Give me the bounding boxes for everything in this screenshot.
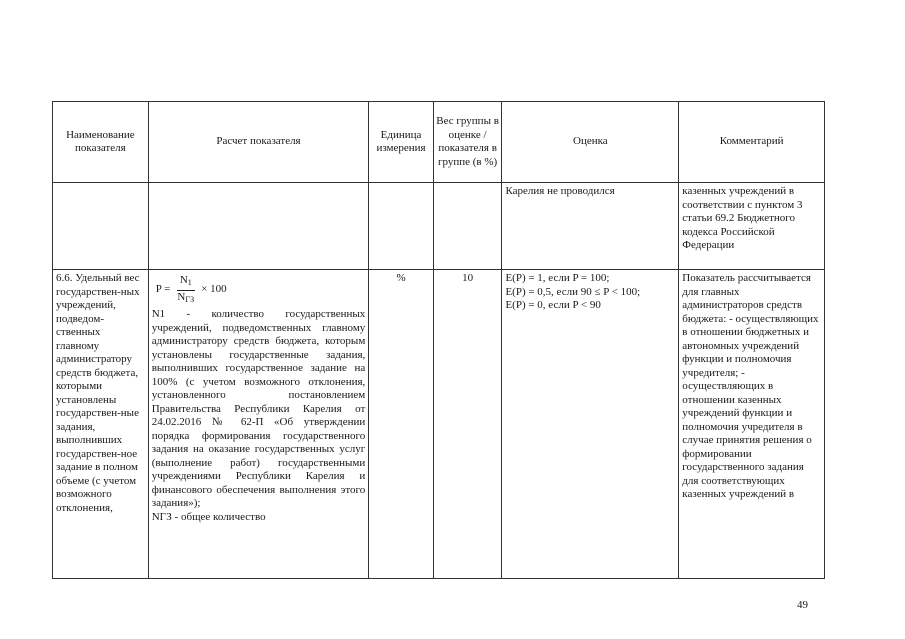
indicator-name-cell xyxy=(53,270,149,579)
calculation-cell xyxy=(148,270,369,579)
unit-cell: % xyxy=(369,270,434,579)
table-row xyxy=(53,183,825,270)
indicator-table xyxy=(52,101,825,579)
score-line-3: E(P) = 0, если P < 90 xyxy=(505,299,601,311)
comment-cell: казенных учреждений в соответствии с пунктом 3 статьи 69.2 Бюджетного кодекса Российской Федерации xyxy=(679,183,825,270)
table-row xyxy=(53,270,825,579)
weight-cell: 10 xyxy=(433,270,502,579)
header-comment: Комментарий xyxy=(679,102,825,183)
empty-cell xyxy=(369,183,434,270)
calculation-tail: NГЗ - общее количество xyxy=(151,510,266,523)
formula-rhs: × 100 xyxy=(201,283,227,296)
table-header-row xyxy=(53,102,825,183)
score-line-1: E(P) = 1, если P = 100; xyxy=(505,272,610,284)
formula-numerator: $N_1$ xyxy=(177,274,195,291)
indicator-name: 6.6. Удельный вес государствен-ных учреждений, подведом-ственных главному администратору средств бюджета, которыми установлены государствен-ные задания, выполнивших государствен-ное задание в полном объеме (с учетом возможного отклонения, xyxy=(56,272,140,514)
header-score: Оценка xyxy=(502,102,679,183)
empty-cell xyxy=(148,183,369,270)
score-line-2: E(P) = 0,5, если 90 ≤ P < 100; xyxy=(505,285,641,298)
score-cell: Карелия не проводился xyxy=(502,183,679,270)
comment-cell: Показатель рассчитывается для главных администраторов средств бюджета: - осуществляющих в отношении бюджетных и автономных учреждений функции и полномочия учредителя; - осуществляющих в отношении казенных учреждений функции и полномочия учредителя в случае принятия решения о формировании государственного задания для соответствующих казенных учреждений в xyxy=(679,270,825,579)
empty-cell xyxy=(433,183,502,270)
header-calculation: Расчет показателя xyxy=(148,102,369,183)
header-unit: Единица измерения xyxy=(369,102,434,183)
score-cell xyxy=(502,270,679,579)
empty-cell xyxy=(53,183,149,270)
page-number: 49 xyxy=(797,599,808,611)
formula xyxy=(156,274,366,306)
formula-denominator: $N_{ГЗ}$ xyxy=(177,290,195,304)
formula-lhs: P = xyxy=(155,283,171,296)
header-weight: Вес группы в оценке / показателя в группе (в %) xyxy=(433,102,502,183)
calculation-text: N1 - количество государственных учреждений, подведомственных главному администратору средств бюджета, которым установлены государственные задания, выполнивших государственное задание на 100% (с учетом возможного отклонения, установленного постановлением Правительства Республики Карелия от 24.02.2016 № 62-П «Об утверждении порядка формирования государственного задания на оказание государственных услуг (выполнение работ) государственными учреждениями Республики Карелия и финансового обеспечения выполнения этого задания»); xyxy=(151,308,366,509)
header-indicator-name: Наименование показателя xyxy=(53,102,149,183)
formula-fraction xyxy=(174,274,197,306)
